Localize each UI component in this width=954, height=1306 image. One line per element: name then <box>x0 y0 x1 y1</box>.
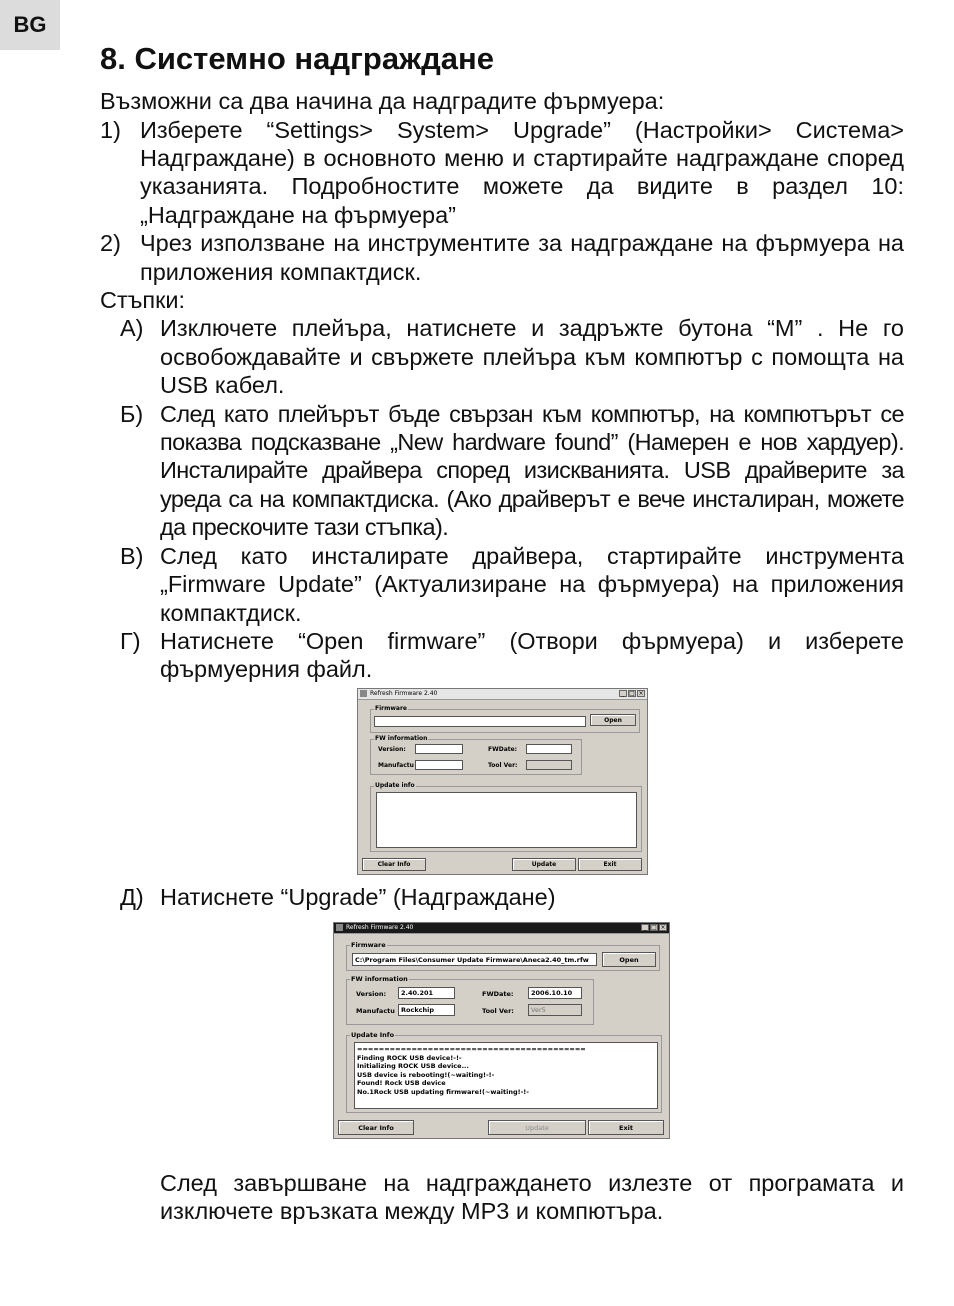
step-item <box>100 542 904 627</box>
dialog-titlebar <box>358 689 647 700</box>
log-line: ========================================== <box>357 1045 586 1053</box>
step-text: След като инсталирате драйвера, стартирайте инструмента „Firmware Update” (Актуализиране на фърмуера) на приложения компактдиск. <box>160 542 904 626</box>
dialog-title: Refresh Firmware 2.40 <box>346 924 414 931</box>
group-label: FW information <box>375 735 428 742</box>
firmware-path-input[interactable] <box>374 716 586 727</box>
dialog-titlebar <box>334 923 669 934</box>
step-letter: Д) <box>120 884 144 910</box>
maximize-button[interactable]: □ <box>629 690 635 697</box>
manufacturer-label: Manufactu <box>356 1007 395 1015</box>
log-line: Initializing ROCK USB device... <box>357 1062 469 1071</box>
clear-info-button[interactable]: Clear Info <box>338 1120 414 1135</box>
step-text: След като плейърът бъде свързан към компютър, на компютърът се показва подсказване „New hardware found” (Намерен е нов хардуер). Инсталирайте драйвера според изискванията. USB драйверите за уреда са на компактдиска. (Ако драйверът е вече инсталиран, можете да прескочите тази стъпка). <box>160 400 904 541</box>
log-line: No.1Rock USB updating firmware!(~waiting!-!- <box>357 1087 529 1096</box>
open-button[interactable]: Open <box>602 952 656 967</box>
page-content <box>100 40 904 684</box>
exit-button[interactable]: Exit <box>588 1120 664 1135</box>
close-button[interactable]: × <box>660 924 666 931</box>
group-label: Update Info <box>351 1031 395 1039</box>
toolver-label: Tool Ver: <box>482 1007 514 1015</box>
group-label: Update info <box>375 782 415 789</box>
closing-text: След завършване на надграждането излезте от програмата и изключете връзката между MP3 и компютъра. <box>160 1170 904 1225</box>
version-field <box>415 744 463 754</box>
step-item <box>100 400 904 542</box>
clear-info-button[interactable]: Clear Info <box>362 858 426 871</box>
toolver-label: Tool Ver: <box>488 762 518 769</box>
group-label: FW information <box>351 975 408 983</box>
app-icon <box>336 924 343 931</box>
fwdate-label: FWDate: <box>482 990 514 998</box>
toolver-field <box>526 760 572 770</box>
firmware-path-input[interactable]: C:\Program Files\Consumer Update Firmware\Aneca2.40_tm.rfw <box>352 953 597 966</box>
maximize-button[interactable]: □ <box>651 924 657 931</box>
minimize-button[interactable]: _ <box>641 924 649 931</box>
log-line: USB device is rebooting!(~waiting!-!- <box>357 1070 495 1079</box>
method-number: 2) <box>100 230 121 257</box>
exit-button[interactable]: Exit <box>578 858 642 871</box>
step-item <box>120 883 904 911</box>
step-text: Натиснете “Upgrade” (Надграждане) <box>160 884 556 910</box>
log-line: Found! Rock USB device <box>357 1079 446 1088</box>
step-letter: В) <box>120 542 144 569</box>
step-item <box>100 314 904 399</box>
manufacturer-field <box>415 760 463 770</box>
version-label: Version: <box>356 990 387 998</box>
firmware-dialog-loaded <box>333 922 670 1139</box>
update-button[interactable]: Update <box>512 858 576 871</box>
manufacturer-field: Rockchip <box>398 1004 455 1016</box>
section-heading: 8. Системно надграждане <box>100 41 494 76</box>
method-number: 1) <box>100 116 121 143</box>
step-letter: Г) <box>120 627 141 654</box>
fw-info-group <box>346 975 594 1025</box>
step-text: Изключете плейъра, натиснете и задръжте бутона “M” . Не го освобождавайте и свържете плейъра към компютър с помощта на USB кабел. <box>160 315 904 399</box>
update-button[interactable]: Update <box>488 1120 586 1135</box>
step-item <box>100 627 904 684</box>
method-item <box>100 116 904 230</box>
method-text: Изберете “Settings> System> Upgrade” (Настройки> Система> Надграждане) в основното меню и стартирайте надграждане според указанията. Подробностите можете да видите в раздел 10: „Надграждане на фърмуера” <box>140 116 904 228</box>
manufacturer-label: Manufactu <box>378 762 414 769</box>
update-log-area[interactable] <box>354 1042 658 1109</box>
step-letter: Б) <box>120 400 144 427</box>
method-item <box>100 229 904 286</box>
minimize-button[interactable]: _ <box>619 690 627 697</box>
log-line: Finding ROCK USB device!-!- <box>357 1053 462 1062</box>
dialog-title: Refresh Firmware 2.40 <box>370 690 438 697</box>
step-text: Натиснете “Open firmware” (Отвори фърмуера) и изберете фърмуерния файл. <box>160 627 904 683</box>
method-text: Чрез използване на инструментите за надграждане на фърмуера на приложения компактдиск. <box>140 230 904 285</box>
close-button[interactable]: × <box>638 690 644 697</box>
version-field: 2.40.201 <box>398 987 455 999</box>
group-label: Firmware <box>351 941 386 949</box>
fwdate-field: 2006.10.10 <box>528 987 582 999</box>
update-log-area[interactable] <box>376 792 637 848</box>
app-icon <box>360 690 367 697</box>
open-button[interactable]: Open <box>590 714 636 726</box>
fwdate-label: FWDate: <box>488 746 518 753</box>
group-label: Firmware <box>375 705 407 712</box>
fwdate-field <box>526 744 572 754</box>
language-tab: BG <box>0 0 60 50</box>
toolver-field: Ver5 <box>528 1004 582 1016</box>
version-label: Version: <box>378 746 406 753</box>
intro-text: Възможни са два начина да надградите фърмуера: <box>100 88 665 115</box>
firmware-dialog-empty <box>357 688 648 875</box>
steps-label: Стъпки: <box>100 287 186 314</box>
step-letter: А) <box>120 315 144 342</box>
